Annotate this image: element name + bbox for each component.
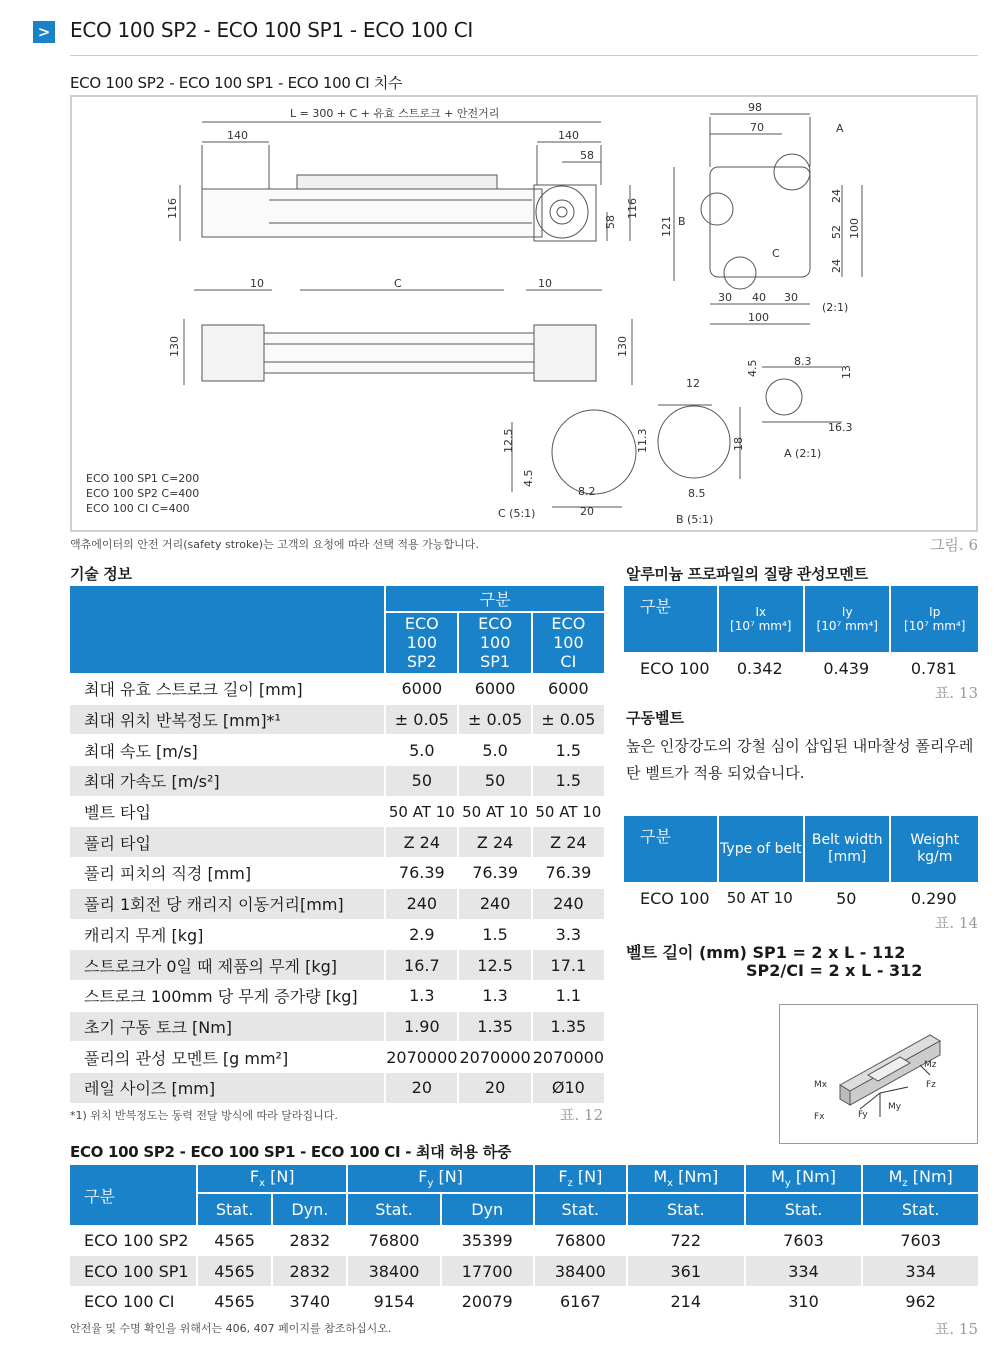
inertia-ix: 0.342	[736, 658, 783, 678]
tech-row	[70, 981, 604, 1012]
loads-subheader: Stat.	[196, 1194, 271, 1225]
belt-length-sp2-ci: SP2/CI = 2 x L - 312	[746, 961, 923, 980]
svg-text:140: 140	[227, 129, 248, 142]
length-formula: L = 300 + C + 유효 스트로크 + 안전거리	[290, 107, 500, 120]
svg-text:10: 10	[250, 277, 264, 290]
loads-row-name: ECO 100 CI	[84, 1292, 175, 1312]
svg-text:(2:1): (2:1)	[822, 301, 849, 314]
loads-title: ECO 100 SP2 - ECO 100 SP1 - ECO 100 CI - 최대 허용 하중	[70, 1143, 512, 1161]
tech-table	[70, 586, 604, 1104]
svg-text:A: A	[836, 122, 844, 135]
svg-text:30: 30	[784, 291, 798, 304]
tech-row-label: 벨트 타입	[70, 797, 384, 828]
inertia-head-iy: Iy [10⁷ mm⁴]	[803, 586, 889, 652]
loads-group-header: 구분	[70, 1165, 196, 1225]
technical-drawing-svg	[72, 97, 976, 530]
tech-row	[70, 1042, 604, 1073]
tech-row-value: Z 24	[457, 827, 530, 858]
header-divider	[70, 55, 978, 56]
svg-text:C: C	[772, 247, 780, 260]
svg-text:30: 30	[718, 291, 732, 304]
svg-text:130: 130	[616, 336, 629, 357]
loads-subheader: Stat.	[861, 1194, 978, 1225]
tech-row-label: 스트로크가 0일 때 제품의 무게 [kg]	[70, 950, 384, 981]
tech-row-label: 풀리 피치의 직경 [mm]	[70, 858, 384, 889]
tech-row-value: 1.5	[531, 735, 604, 766]
loads-row-value: 38400	[346, 1256, 439, 1287]
tech-row	[70, 1012, 604, 1043]
tech-row-value: 20	[384, 1073, 457, 1104]
tech-row-value: 5.0	[457, 735, 530, 766]
svg-text:B (5:1): B (5:1)	[676, 513, 714, 526]
tech-row-value: ± 0.05	[384, 705, 457, 736]
tech-row-value: 240	[457, 889, 530, 920]
svg-text:24: 24	[830, 259, 843, 273]
tech-row-label: 풀리의 관성 모멘트 [g mm²]	[70, 1042, 384, 1073]
belt-length-sp1: 벨트 길이 (mm) SP1 = 2 x L - 112	[626, 943, 906, 962]
svg-text:Fz: Fz	[926, 1080, 936, 1090]
tech-row-value: 1.35	[531, 1012, 604, 1043]
svg-text:C: C	[394, 277, 402, 290]
svg-text:Fx: Fx	[814, 1112, 825, 1122]
tech-row-value: 2070000	[457, 1042, 530, 1073]
tech-row-value: 240	[384, 889, 457, 920]
tech-row-value: 50 AT 10	[384, 797, 457, 828]
belt-table	[624, 816, 978, 914]
loads-row-value: 38400	[533, 1256, 626, 1287]
svg-text:100: 100	[848, 218, 861, 239]
loads-subheader: Stat.	[744, 1194, 862, 1225]
tech-row-value: 50 AT 10	[531, 797, 604, 828]
belt-title: 구동벨트	[626, 709, 684, 727]
loads-row-value: 361	[626, 1256, 744, 1287]
svg-text:100: 100	[748, 311, 769, 324]
tech-row-value: 240	[531, 889, 604, 920]
svg-text:16.3: 16.3	[828, 421, 853, 434]
figure-label: 그림. 6	[929, 536, 978, 554]
table-13-label: 표. 13	[934, 684, 978, 702]
loads-row-value: 76800	[533, 1225, 626, 1256]
tech-row	[70, 797, 604, 828]
loads-row	[70, 1286, 978, 1317]
tech-row-value: ± 0.05	[531, 705, 604, 736]
tech-row-value: 1.3	[457, 981, 530, 1012]
loads-subheader: Stat.	[533, 1194, 626, 1225]
tech-row-label: 레일 사이즈 [mm]	[70, 1073, 384, 1104]
svg-text:116: 116	[166, 198, 179, 219]
inertia-head-ip: Ip [10⁷ mm⁴]	[889, 586, 978, 652]
belt-head-width: Belt width [mm]	[803, 816, 889, 882]
loads-row-value: 35399	[440, 1225, 533, 1256]
tech-row-value: 76.39	[531, 858, 604, 889]
loads-table	[70, 1165, 978, 1317]
inertia-head-ix: Ix [10⁷ mm⁴]	[717, 586, 803, 652]
tech-row-value: 1.90	[384, 1012, 457, 1043]
tech-row-label: 최대 가속도 [m/s²]	[70, 766, 384, 797]
belt-weight: 0.290	[910, 888, 957, 908]
tech-row-value: 5.0	[384, 735, 457, 766]
tech-row-value: 2070000	[384, 1042, 457, 1073]
page-title: ECO 100 SP2 - ECO 100 SP1 - ECO 100 CI	[70, 18, 473, 42]
belt-row-name: ECO 100	[640, 888, 710, 908]
svg-text:8.3: 8.3	[794, 355, 812, 368]
tech-row-value: 76.39	[384, 858, 457, 889]
dimension-drawing	[70, 95, 978, 532]
tech-row-value: 12.5	[457, 950, 530, 981]
belt-head-group: 구분	[624, 816, 717, 882]
svg-text:11.3: 11.3	[636, 428, 649, 453]
svg-text:ECO 100 SP1 C=200: ECO 100 SP1 C=200	[86, 472, 200, 485]
belt-type: 50 AT 10	[726, 889, 793, 907]
loads-row-value: 6167	[533, 1286, 626, 1317]
loads-force-header: $M_x$ [Nm]	[626, 1165, 744, 1194]
svg-text:ECO 100 CI C=400: ECO 100 CI C=400	[86, 502, 190, 515]
svg-text:8.5: 8.5	[688, 487, 706, 500]
svg-text:ECO 100 SP2 C=400: ECO 100 SP2 C=400	[86, 487, 200, 500]
loads-force-header: $M_z$ [Nm]	[861, 1165, 978, 1194]
svg-text:My: My	[888, 1102, 902, 1112]
loads-row-value: 76800	[346, 1225, 439, 1256]
svg-text:18: 18	[732, 437, 745, 451]
tech-row-value: 3.3	[531, 920, 604, 951]
tech-row-value: 17.1	[531, 950, 604, 981]
tech-row-label: 풀리 1회전 당 캐리지 이동거리[mm]	[70, 889, 384, 920]
svg-text:10: 10	[538, 277, 552, 290]
loads-row-value: 214	[626, 1286, 744, 1317]
tech-row-value: 20	[457, 1073, 530, 1104]
tech-row	[70, 1073, 604, 1104]
tech-row-value: 50	[457, 766, 530, 797]
tech-group-header: 구분	[384, 586, 604, 613]
loads-row-name: ECO 100 SP1	[70, 1256, 196, 1287]
svg-text:B: B	[678, 215, 686, 228]
tech-row-value: Z 24	[384, 827, 457, 858]
tech-row-label: 최대 위치 반복정도 [mm]*¹	[70, 705, 384, 736]
tech-row	[70, 705, 604, 736]
belt-head-weight: Weight kg/m	[889, 816, 978, 882]
loads-row-value: 20079	[440, 1286, 533, 1317]
loads-subheader: Dyn	[440, 1194, 533, 1225]
inertia-title: 알루미늄 프로파일의 질량 관성모멘트	[626, 565, 868, 583]
tech-row-label: 풀리 타입	[70, 827, 384, 858]
tech-row-value: 16.7	[384, 950, 457, 981]
tech-row	[70, 827, 604, 858]
tech-row-value: 2.9	[384, 920, 457, 951]
table-14-label: 표. 14	[934, 914, 978, 932]
tech-col-sp2: ECO 100 SP2	[384, 613, 457, 674]
belt-description: 높은 인장강도의 강철 심이 삽입된 내마찰성 폴리우레탄 벨트가 적용 되었습니다.	[626, 737, 974, 782]
chevron-right-icon: >	[33, 21, 55, 43]
svg-text:130: 130	[168, 336, 181, 357]
svg-text:140: 140	[558, 129, 579, 142]
belt-head-type: Type of belt	[717, 816, 803, 882]
svg-text:98: 98	[748, 101, 762, 114]
tech-row-value: 6000	[531, 674, 604, 705]
loads-row-value: 334	[861, 1256, 978, 1287]
tech-row-value: 1.35	[457, 1012, 530, 1043]
tech-row-value: Z 24	[531, 827, 604, 858]
loads-row-value: 310	[744, 1286, 862, 1317]
loads-force-header: $F_y$ [N]	[346, 1165, 532, 1194]
tech-row-value: 2070000	[531, 1042, 604, 1073]
drawing-note: 액츄에이터의 안전 거리(safety stroke)는 고객의 요청에 따라 선택 적용 가능합니다.	[70, 538, 479, 551]
svg-text:13: 13	[840, 365, 853, 379]
dimensions-title: ECO 100 SP2 - ECO 100 SP1 - ECO 100 CI 치수	[70, 74, 403, 92]
tech-row-label: 스트로크 100mm 당 무게 증가량 [kg]	[70, 981, 384, 1012]
svg-text:12.5: 12.5	[502, 428, 515, 453]
tech-row-value: 50 AT 10	[457, 797, 530, 828]
svg-text:A (2:1): A (2:1)	[784, 447, 822, 460]
table-15-label: 표. 15	[934, 1320, 978, 1338]
inertia-head-group: 구분	[624, 586, 717, 652]
tech-row-label: 최대 속도 [m/s]	[70, 735, 384, 766]
svg-text:12: 12	[686, 377, 700, 390]
inertia-iy: 0.439	[823, 658, 870, 678]
loads-row-value: 7603	[861, 1225, 978, 1256]
loads-row-value: 2832	[271, 1225, 346, 1256]
loads-row-name: ECO 100 SP2	[84, 1230, 189, 1250]
tech-row	[70, 858, 604, 889]
tech-row-value: 50	[384, 766, 457, 797]
loads-note: 안전율 및 수명 확인을 위해서는 406, 407 페이지를 참조하십시오.	[70, 1322, 392, 1335]
svg-text:C (5:1): C (5:1)	[498, 507, 536, 520]
tech-note: *1) 위치 반복정도는 동력 전달 방식에 따라 달라집니다.	[70, 1109, 338, 1122]
tech-row-value: 1.1	[531, 981, 604, 1012]
loads-row-value: 9154	[346, 1286, 439, 1317]
svg-text:4.5: 4.5	[746, 359, 759, 377]
loads-subheader: Dyn.	[271, 1194, 346, 1225]
loads-row	[70, 1256, 978, 1287]
svg-text:Fy: Fy	[858, 1110, 868, 1120]
inertia-row-name: ECO 100	[640, 658, 710, 678]
tech-col-ci: ECO 100 CI	[531, 613, 604, 674]
loads-row-value: 17700	[440, 1256, 533, 1287]
svg-text:4.5: 4.5	[522, 469, 535, 487]
loads-row-value: 4565	[196, 1225, 271, 1256]
tech-row	[70, 674, 604, 705]
tech-row	[70, 889, 604, 920]
loads-row-value: 4565	[196, 1256, 271, 1287]
svg-text:70: 70	[750, 121, 764, 134]
inertia-ip: 0.781	[910, 658, 957, 678]
loads-row-value: 2832	[271, 1256, 346, 1287]
loads-row-value: 722	[626, 1225, 744, 1256]
tech-col-sp1: ECO 100 SP1	[457, 613, 530, 674]
svg-text:Mz: Mz	[924, 1060, 937, 1070]
tech-row	[70, 766, 604, 797]
svg-text:20: 20	[580, 505, 594, 518]
tech-row	[70, 735, 604, 766]
table-12-label: 표. 12	[560, 1106, 604, 1124]
svg-text:121: 121	[660, 216, 673, 237]
tech-row	[70, 950, 604, 981]
tech-row-value: 6000	[457, 674, 530, 705]
tech-row-value: 1.5	[457, 920, 530, 951]
loads-subheader: Stat.	[346, 1194, 439, 1225]
svg-text:40: 40	[752, 291, 766, 304]
tech-row-value: ± 0.05	[457, 705, 530, 736]
svg-text:52: 52	[830, 225, 843, 239]
load-axes-diagram	[779, 1004, 978, 1144]
tech-row-value: Ø10	[531, 1073, 604, 1104]
svg-text:8.2: 8.2	[578, 485, 596, 498]
svg-text:24: 24	[830, 189, 843, 203]
tech-row-label: 캐리지 무게 [kg]	[70, 920, 384, 951]
svg-text:58: 58	[604, 215, 617, 229]
tech-row-label: 초기 구동 토크 [Nm]	[70, 1012, 384, 1043]
svg-text:58: 58	[580, 149, 594, 162]
loads-row-value: 962	[861, 1286, 978, 1317]
loads-row	[70, 1225, 978, 1256]
tech-row-label: 최대 유효 스트로크 길이 [mm]	[70, 674, 384, 705]
loads-force-header: $M_y$ [Nm]	[744, 1165, 862, 1194]
loads-row-value: 7603	[744, 1225, 862, 1256]
svg-text:Mx: Mx	[814, 1080, 828, 1090]
tech-title: 기술 정보	[70, 565, 132, 583]
loads-row-value: 3740	[271, 1286, 346, 1317]
tech-row-value: 6000	[384, 674, 457, 705]
tech-row	[70, 920, 604, 951]
tech-row-value: 1.5	[531, 766, 604, 797]
tech-row-value: 1.3	[384, 981, 457, 1012]
belt-width: 50	[836, 888, 857, 908]
inertia-table	[624, 586, 978, 684]
loads-force-header: $F_x$ [N]	[196, 1165, 346, 1194]
tech-row-value: 76.39	[457, 858, 530, 889]
loads-force-header: $F_z$ [N]	[533, 1165, 626, 1194]
loads-subheader: Stat.	[626, 1194, 744, 1225]
loads-row-value: 4565	[196, 1286, 271, 1317]
svg-text:116: 116	[626, 198, 639, 219]
loads-row-value: 334	[744, 1256, 862, 1287]
